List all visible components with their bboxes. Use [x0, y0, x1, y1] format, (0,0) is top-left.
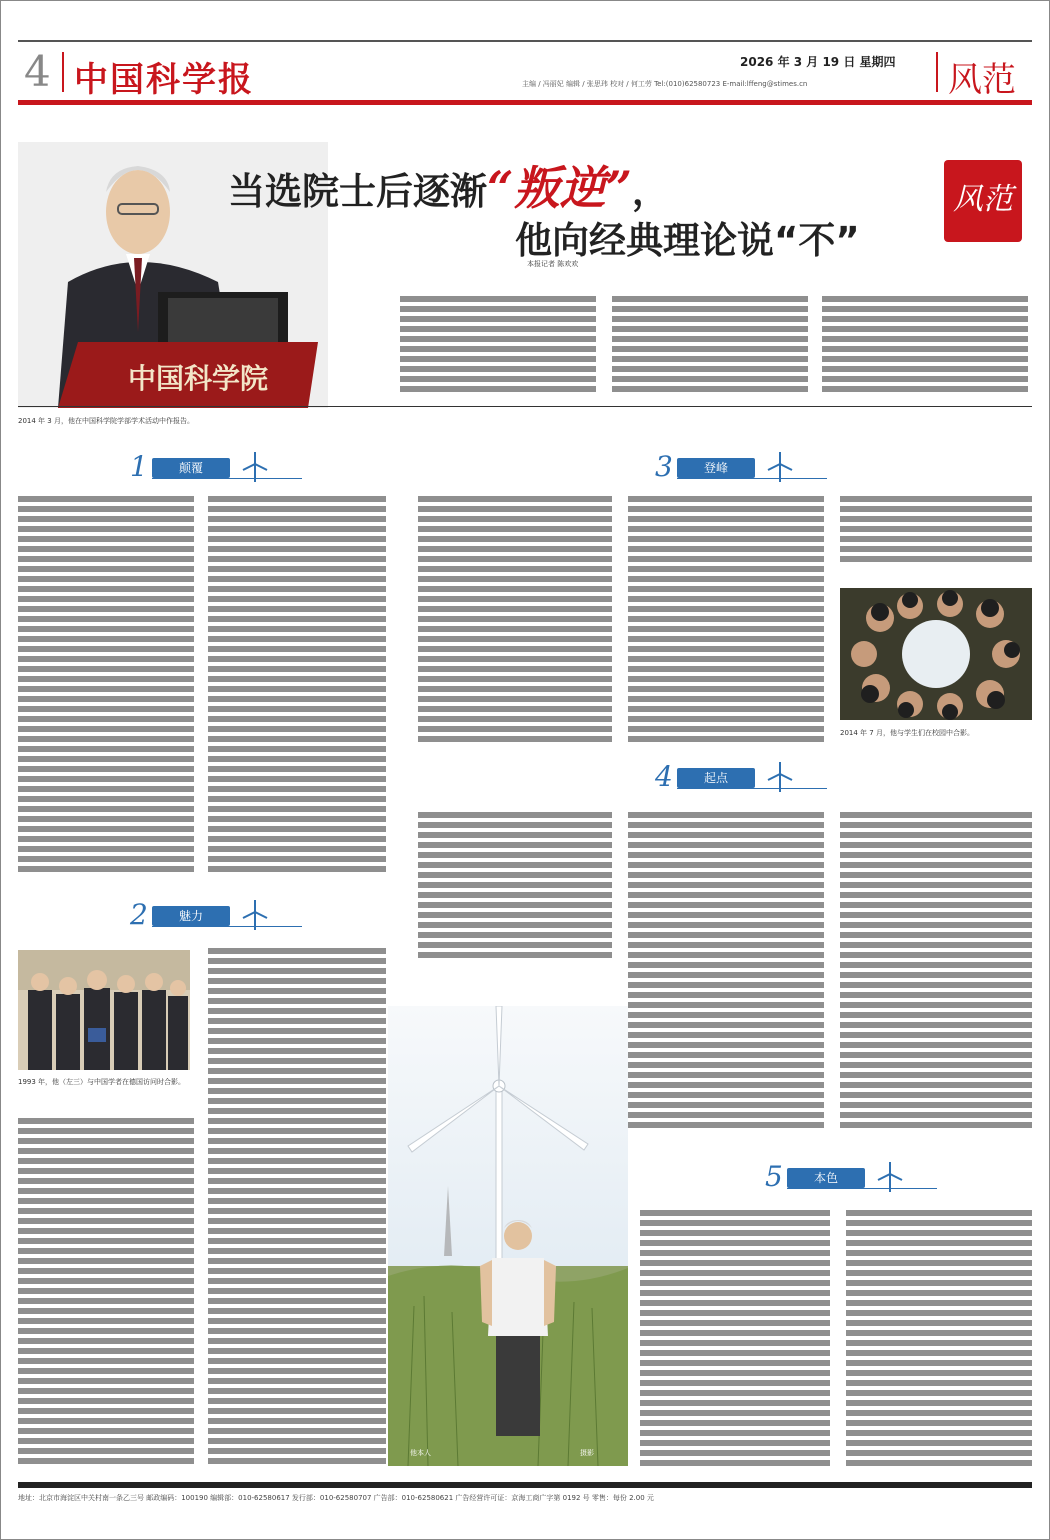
section-underline [677, 478, 827, 479]
footer-rule [18, 1482, 1032, 1488]
article-text-block [640, 1210, 830, 1466]
section-head-5 [765, 1162, 945, 1192]
article-text-block [840, 812, 1032, 1132]
intro-text-col-1 [400, 296, 596, 396]
headline-line-1 [228, 152, 669, 218]
section-underline [787, 1188, 937, 1189]
article-text-block [418, 496, 612, 742]
article-text-block [846, 1210, 1032, 1466]
turbine-photo-caption-left: 他本人 [410, 1449, 431, 1457]
section-title: 魅力 [152, 906, 230, 926]
intro-text-col-2 [612, 296, 808, 396]
article-text-block [18, 496, 194, 876]
section-name: 风范 [948, 60, 1016, 100]
section-underline [152, 926, 302, 927]
header-top-rule [18, 40, 1032, 42]
wind-turbine-icon [765, 762, 795, 792]
header-divider [62, 52, 64, 92]
wind-turbine-icon [240, 452, 270, 482]
article-text-block [628, 812, 824, 1132]
intro-text-col-3 [822, 296, 1028, 396]
speaker-photo-caption: 2014 年 3 月，他在中国科学院学部学术活动中作报告。 [18, 417, 194, 425]
circle-photo-illustration [840, 588, 1032, 720]
section-title: 起点 [677, 768, 755, 788]
photo-turbine [388, 1006, 628, 1466]
article-text-block [208, 948, 386, 1466]
section-underline [152, 478, 302, 479]
editor-contact: 主编 / 冯丽妃 编辑 / 张思玮 校对 / 何工劳 Tel:(010)62580723 E-mail:lffeng@stimes.cn [522, 80, 808, 88]
masthead: 中国科学报 [74, 60, 254, 100]
section-head-4 [655, 762, 835, 792]
byline: 本报记者 陈欢欢 [527, 260, 579, 268]
section-seal: 风范 [944, 160, 1022, 242]
article-text-block [840, 496, 1032, 566]
article-text-block [628, 496, 824, 742]
article-text-block [418, 812, 612, 962]
section-number: 3 [655, 450, 673, 483]
section-head-3 [655, 452, 835, 482]
wind-turbine-icon [765, 452, 795, 482]
section-title: 本色 [787, 1168, 865, 1188]
section-underline [677, 788, 827, 789]
photo-circle [840, 588, 1032, 720]
section-title: 登峰 [677, 458, 755, 478]
article-text-block [18, 1118, 194, 1466]
section-title: 颠覆 [152, 458, 230, 478]
turbine-photo-caption-right: 摄影 [580, 1449, 594, 1457]
page-number: 4 [24, 47, 51, 96]
header-red-rule [18, 100, 1032, 105]
wind-turbine-icon [875, 1162, 905, 1192]
issue-date: 2026 年 3 月 19 日 星期四 [740, 55, 896, 69]
section-number: 4 [655, 760, 673, 793]
section-number: 5 [765, 1160, 783, 1193]
group-photo-caption: 1993 年，他（左三）与中国学者在德国访问时合影。 [18, 1078, 186, 1086]
podium-banner-text: 中国科学院 [128, 362, 269, 395]
headline-line-2: 他向经典理论说“不” [515, 219, 860, 262]
headline-line-1-suffix: ， [631, 170, 669, 213]
wind-turbine-icon [240, 900, 270, 930]
intro-bottom-rule [18, 406, 1032, 407]
turbine-photo-illustration [388, 1006, 628, 1466]
section-head-2 [130, 900, 310, 930]
section-number: 2 [130, 898, 148, 931]
photo-group [18, 950, 190, 1070]
footer-info: 地址：北京市海淀区中关村南一条乙三号 邮政编码：100190 编辑部：010-62580617 发行部：010-62580707 广告部：010-62580621 广告经营许可证：京海工商广字第 0192 号 零售：每份 2.00 元 [18, 1494, 654, 1502]
group-photo-illustration [18, 950, 190, 1070]
headline-highlight: “叛逆” [487, 161, 632, 215]
circle-photo-caption: 2014 年 7 月，他与学生们在校园中合影。 [840, 729, 974, 737]
section-number: 1 [130, 450, 148, 483]
headline-line-1-prefix: 当选院士后逐渐 [228, 170, 487, 213]
section-head-1 [130, 452, 310, 482]
section-divider [936, 52, 938, 92]
article-text-block [208, 496, 386, 876]
